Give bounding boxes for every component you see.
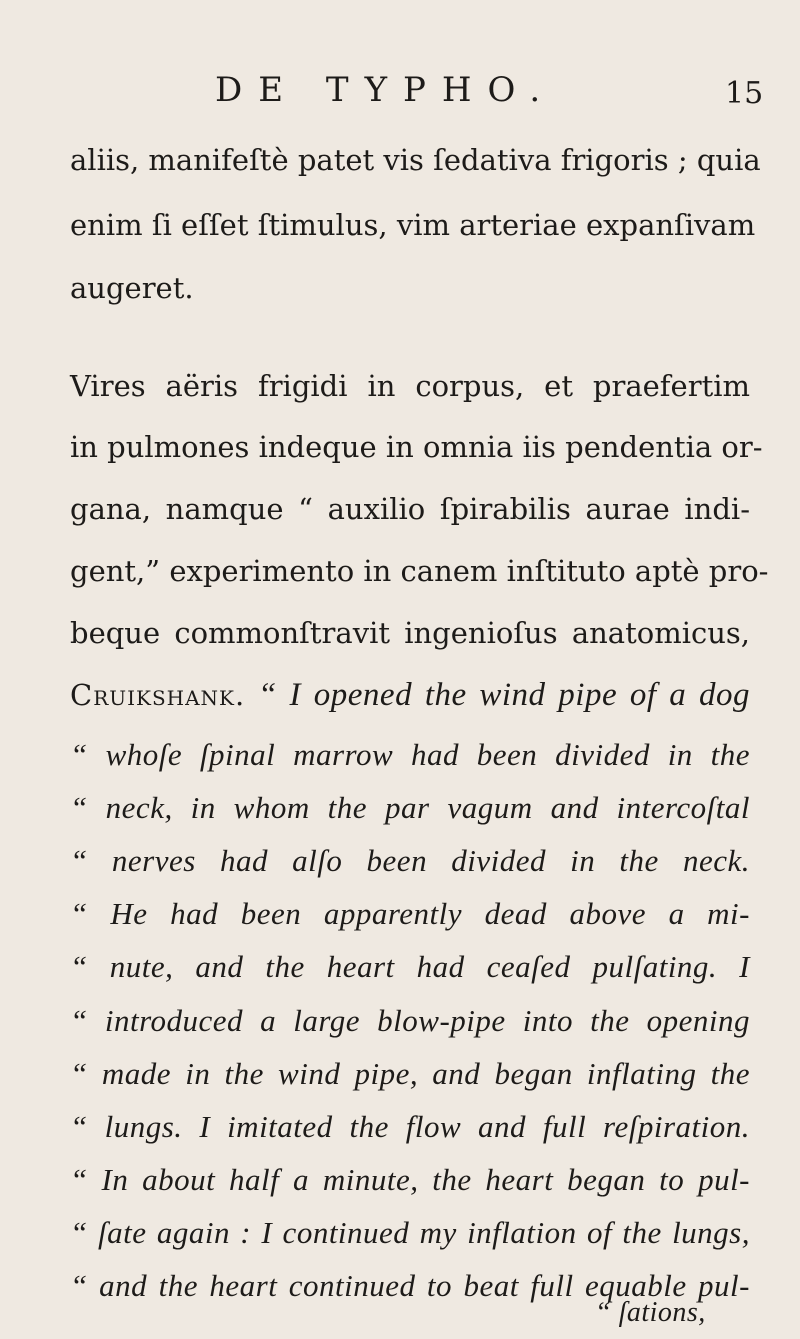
quote-line: “ made in the wind pipe, and began inflating the	[70, 1056, 750, 1091]
text-line: beque commonſtravit ingenioſus anatomicus,	[70, 616, 750, 650]
author-name: Cruikshank.	[70, 678, 246, 712]
text-line: aliis, manifeſtè patet vis ſedativa frigoris ; quia	[70, 143, 761, 177]
quote-line: “ He had been apparently dead above a mi-	[70, 896, 750, 931]
page-header	[0, 70, 800, 120]
text-line: Vires aëris frigidi in corpus, et praefertim	[70, 369, 750, 403]
text-line: augeret.	[70, 271, 194, 305]
quote-line: “ and the heart continued to beat full equable pul-	[70, 1268, 750, 1303]
quote-line: “ whoſe ſpinal marrow had been divided in the	[70, 737, 750, 772]
quote-line: “ lungs. I imitated the flow and full reſpiration.	[70, 1109, 750, 1144]
quote-line: “ nute, and the heart had ceaſed pulſating. I	[70, 949, 750, 984]
quote-line: “ ſate again : I continued my inflation of the lungs,	[70, 1215, 750, 1250]
quote-start: “ I opened the wind pipe of a dog	[257, 677, 750, 713]
text-line-cruikshank	[70, 675, 750, 715]
text-line: gana, namque “ auxilio ſpirabilis aurae indi-	[70, 492, 750, 526]
quote-line: “ nerves had alſo been divided in the neck.	[70, 843, 750, 878]
catchword: “ ſations,	[595, 1297, 706, 1328]
text-line: in pulmones indeque in omnia iis pendentia or-	[70, 430, 763, 464]
quote-line: “ introduced a large blow-pipe into the opening	[70, 1003, 750, 1038]
text-line: gent,” experimento in canem inſtituto aptè pro-	[70, 554, 769, 588]
quote-line: “ neck, in whom the par vagum and intercoſtal	[70, 790, 750, 825]
quote-line: “ In about half a minute, the heart began to pul-	[70, 1162, 750, 1197]
page-number: 15	[725, 76, 764, 111]
text-line: enim ſi eſſet ſtimulus, vim arteriae expanſivam	[70, 208, 756, 242]
running-title: DE TYPHO.	[215, 70, 557, 110]
